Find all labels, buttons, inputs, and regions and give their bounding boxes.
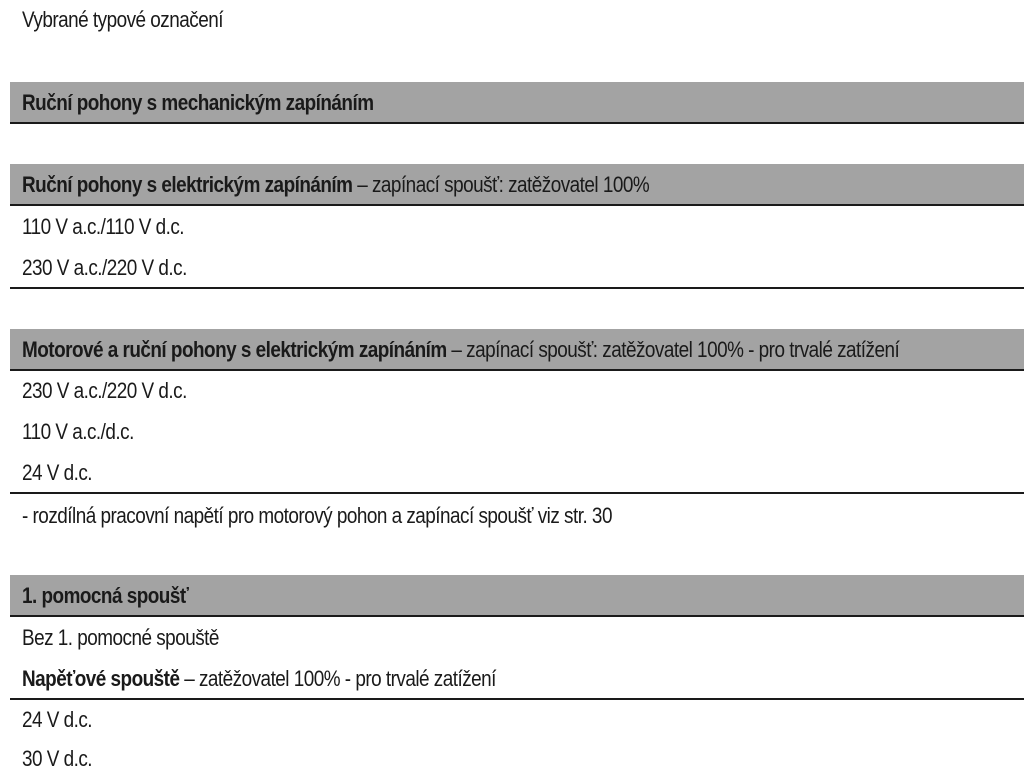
- section-motor-subtitle: – zapínací spoušť: zatěžovatel 100% - pro trvalé zatížení: [451, 337, 900, 362]
- list-item: 24 V d.c.: [22, 707, 93, 732]
- section-aux-title: 1. pomocná spoušť: [22, 583, 189, 608]
- list-item: 24 V d.c.: [22, 460, 93, 485]
- divider: [10, 492, 1024, 494]
- section-aux-sub-subtitle: – zatěžovatel 100% - pro trvalé zatížení: [184, 666, 496, 691]
- section-motor-title: Motorové a ruční pohony s elektrickým zapínáním: [22, 337, 447, 362]
- list-item: Bez 1. pomocné spouště: [22, 625, 219, 650]
- section-electric-title: Ruční pohony s elektrickým zapínáním: [22, 172, 353, 197]
- section-electric-title-line: [22, 171, 649, 199]
- list-item: 30 V d.c.: [22, 746, 93, 771]
- list-item: 110 V a.c./d.c.: [22, 419, 134, 444]
- page-heading: Vybrané typové označení: [22, 7, 223, 32]
- section-motor-note: - rozdílná pracovní napětí pro motorový pohon a zapínací spoušť viz str. 30: [22, 503, 612, 528]
- section-electric-subtitle: – zapínací spoušť: zatěžovatel 100%: [357, 172, 650, 197]
- divider: [10, 287, 1024, 289]
- section-mechanical-title: Ruční pohony s mechanickým zapínáním: [22, 90, 374, 115]
- list-item: 110 V a.c./110 V d.c.: [22, 214, 185, 239]
- divider: [10, 698, 1024, 700]
- list-item: 230 V a.c./220 V d.c.: [22, 378, 187, 403]
- section-motor-title-line: [22, 336, 899, 364]
- section-aux-sub-title: Napěťové spouště: [22, 666, 180, 691]
- list-item: 230 V a.c./220 V d.c.: [22, 255, 187, 280]
- section-aux-sub-title-line: [22, 665, 496, 693]
